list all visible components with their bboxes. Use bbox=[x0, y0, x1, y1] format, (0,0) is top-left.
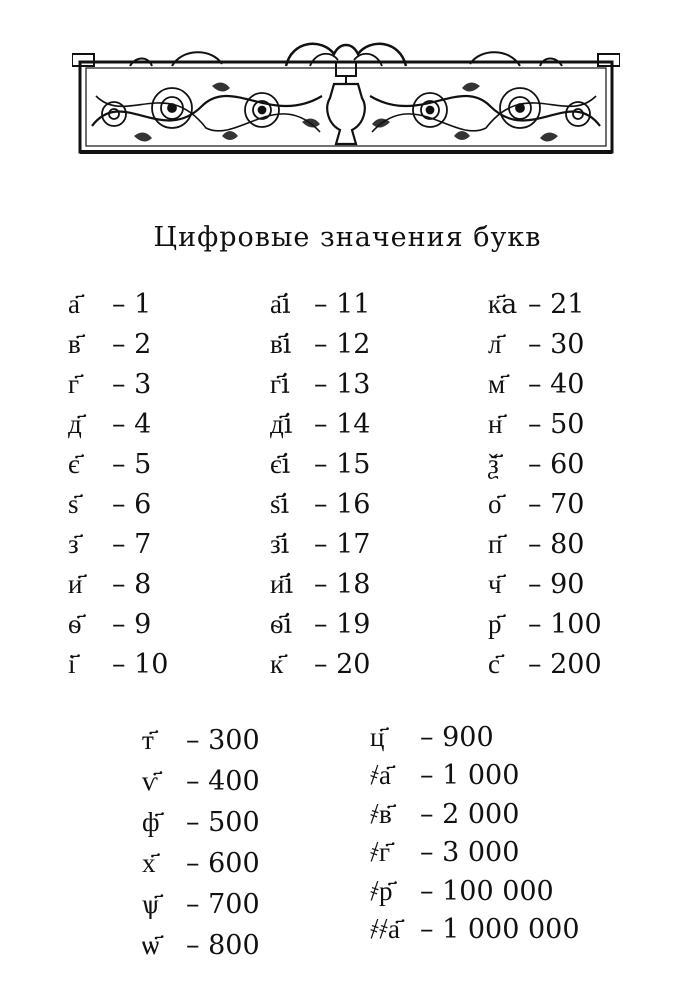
numeral-letter: м҃ bbox=[488, 368, 506, 400]
numeral-value: – 3 000 bbox=[420, 837, 520, 869]
numeral-value: – 300 bbox=[186, 725, 260, 756]
numeral-row bbox=[488, 524, 602, 564]
numeral-value: – 6 bbox=[112, 488, 152, 520]
numeral-value: – 700 bbox=[186, 889, 260, 920]
numeral-column-hundreds bbox=[142, 720, 260, 966]
numeral-value: – 12 bbox=[314, 328, 371, 360]
numeral-value: – 19 bbox=[314, 608, 371, 640]
numeral-letter: в҃ bbox=[68, 328, 81, 360]
numeral-row bbox=[488, 644, 602, 684]
numeral-row bbox=[68, 644, 168, 684]
numeral-letter: ҂҂а҃ bbox=[370, 914, 401, 946]
numeral-row bbox=[488, 404, 602, 444]
numeral-letter: р҃ bbox=[488, 608, 502, 640]
numeral-value: – 11 bbox=[314, 288, 371, 320]
numeral-value: – 500 bbox=[186, 807, 260, 838]
numeral-value: – 13 bbox=[314, 368, 371, 400]
numeral-letter: а҃ bbox=[68, 288, 80, 320]
numeral-value: – 4 bbox=[112, 408, 152, 440]
numeral-letter: х҃ bbox=[142, 848, 156, 879]
numeral-row bbox=[142, 761, 260, 802]
numeral-row bbox=[142, 720, 260, 761]
numeral-row bbox=[270, 604, 370, 644]
numeral-value: – 16 bbox=[314, 488, 371, 520]
numeral-letter: з҃ bbox=[68, 528, 79, 560]
numeral-row bbox=[68, 404, 168, 444]
numeral-row bbox=[370, 757, 580, 796]
numeral-row bbox=[142, 925, 260, 966]
numeral-letter: ѳ҃ bbox=[68, 608, 82, 640]
numeral-row bbox=[270, 644, 370, 684]
numeral-value: – 10 bbox=[112, 648, 169, 680]
numeral-row bbox=[142, 843, 260, 884]
numeral-row bbox=[370, 872, 580, 911]
numeral-letter: к҃ bbox=[270, 648, 284, 680]
numeral-value: – 14 bbox=[314, 408, 371, 440]
numeral-letter: ѕ҃і bbox=[270, 488, 290, 520]
numeral-row bbox=[270, 404, 370, 444]
numeral-value: – 600 bbox=[186, 848, 260, 879]
numeral-letter: к҃а bbox=[488, 288, 518, 320]
numeral-value: – 7 bbox=[112, 528, 152, 560]
numeral-column-units bbox=[68, 284, 168, 684]
numeral-row bbox=[68, 604, 168, 644]
numeral-row bbox=[270, 564, 370, 604]
numeral-row bbox=[68, 324, 168, 364]
numeral-value: – 100 000 bbox=[420, 875, 554, 907]
numeral-value: – 50 bbox=[528, 408, 585, 440]
numeral-value: – 1 bbox=[112, 288, 152, 320]
numeral-letter: ѳ҃і bbox=[270, 608, 293, 640]
numeral-value: – 8 bbox=[112, 568, 152, 600]
numeral-value: – 400 bbox=[186, 766, 260, 797]
numeral-row bbox=[68, 484, 168, 524]
numeral-column-tens bbox=[488, 284, 602, 684]
numeral-letter: ѱ҃ bbox=[142, 889, 159, 920]
numeral-letter: ф҃ bbox=[142, 807, 160, 838]
numeral-row bbox=[270, 444, 370, 484]
numeral-row bbox=[68, 564, 168, 604]
numeral-value: – 900 bbox=[420, 721, 494, 753]
numeral-letter: ѡ҃ bbox=[142, 930, 160, 961]
numeral-row bbox=[142, 802, 260, 843]
numeral-row bbox=[488, 324, 602, 364]
numeral-row bbox=[488, 564, 602, 604]
numeral-value: – 21 bbox=[528, 288, 585, 320]
page-title: Цифровые значения букв bbox=[153, 222, 542, 253]
numeral-value: – 3 bbox=[112, 368, 152, 400]
numeral-letter: ц҃ bbox=[370, 721, 385, 753]
numeral-letter: ҂в҃ bbox=[370, 798, 392, 830]
numeral-letter: г҃ bbox=[68, 368, 80, 400]
numeral-value: – 18 bbox=[314, 568, 371, 600]
numeral-value: – 60 bbox=[528, 448, 585, 480]
numeral-row bbox=[370, 834, 580, 873]
numeral-value: – 800 bbox=[186, 930, 260, 961]
numeral-row bbox=[68, 524, 168, 564]
numeral-letter: ѵ҃ bbox=[142, 766, 158, 797]
numeral-letter: з҃і bbox=[270, 528, 290, 560]
numeral-letter: ҂а҃ bbox=[370, 760, 392, 792]
numeral-letter: ҂р҃ bbox=[370, 875, 393, 907]
numeral-row bbox=[270, 284, 370, 324]
numeral-value: – 2 000 bbox=[420, 798, 520, 830]
numeral-letter: д҃ bbox=[68, 408, 82, 440]
numeral-value: – 5 bbox=[112, 448, 152, 480]
numeral-value: – 1 000 000 bbox=[420, 914, 580, 946]
numeral-value: – 40 bbox=[528, 368, 585, 400]
numeral-letter: є҃і bbox=[270, 448, 291, 480]
numeral-value: – 70 bbox=[528, 488, 585, 520]
numeral-row bbox=[270, 524, 370, 564]
numeral-row bbox=[68, 444, 168, 484]
numeral-row bbox=[68, 364, 168, 404]
numeral-letter: и҃ bbox=[68, 568, 83, 600]
numeral-row bbox=[488, 284, 602, 324]
numeral-letter: л҃ bbox=[488, 328, 502, 360]
numeral-row bbox=[68, 284, 168, 324]
numeral-row bbox=[488, 484, 602, 524]
numeral-value: – 2 bbox=[112, 328, 152, 360]
numeral-value: – 100 bbox=[528, 608, 602, 640]
numeral-value: – 1 000 bbox=[420, 760, 520, 792]
ornament-banner bbox=[72, 36, 620, 158]
numeral-row bbox=[488, 364, 602, 404]
numeral-letter: ѯ҃ bbox=[488, 448, 499, 480]
numeral-letter: г҃і bbox=[270, 368, 290, 400]
numeral-row bbox=[142, 884, 260, 925]
numeral-row bbox=[488, 444, 602, 484]
numeral-row bbox=[370, 795, 580, 834]
numeral-row bbox=[370, 718, 580, 757]
numeral-row bbox=[488, 604, 602, 644]
numeral-row bbox=[370, 911, 580, 950]
numeral-letter: т҃ bbox=[142, 725, 154, 756]
numeral-value: – 20 bbox=[314, 648, 371, 680]
numeral-value: – 17 bbox=[314, 528, 371, 560]
numeral-letter: п҃ bbox=[488, 528, 503, 560]
numeral-letter: и҃і bbox=[270, 568, 294, 600]
numeral-column-thousands bbox=[370, 718, 580, 949]
numeral-letter: ч҃ bbox=[488, 568, 502, 600]
numeral-value: – 9 bbox=[112, 608, 152, 640]
numeral-row bbox=[270, 324, 370, 364]
numeral-value: – 15 bbox=[314, 448, 371, 480]
numeral-letter: ҂г҃ bbox=[370, 837, 391, 869]
numeral-column-teens bbox=[270, 284, 370, 684]
numeral-value: – 90 bbox=[528, 568, 585, 600]
numeral-letter: в҃і bbox=[270, 328, 292, 360]
numeral-letter: н҃ bbox=[488, 408, 503, 440]
numeral-letter: о҃ bbox=[488, 488, 502, 520]
numeral-letter: є҃ bbox=[68, 448, 80, 480]
numeral-letter: с҃ bbox=[488, 648, 500, 680]
numeral-letter: а҃і bbox=[270, 288, 291, 320]
numeral-row bbox=[270, 364, 370, 404]
numeral-row bbox=[270, 484, 370, 524]
numeral-letter: і҃ bbox=[68, 648, 76, 680]
numeral-letter: ѕ҃ bbox=[68, 488, 79, 520]
numeral-letter: д҃і bbox=[270, 408, 293, 440]
numeral-value: – 200 bbox=[528, 648, 602, 680]
numeral-value: – 30 bbox=[528, 328, 585, 360]
numeral-value: – 80 bbox=[528, 528, 585, 560]
